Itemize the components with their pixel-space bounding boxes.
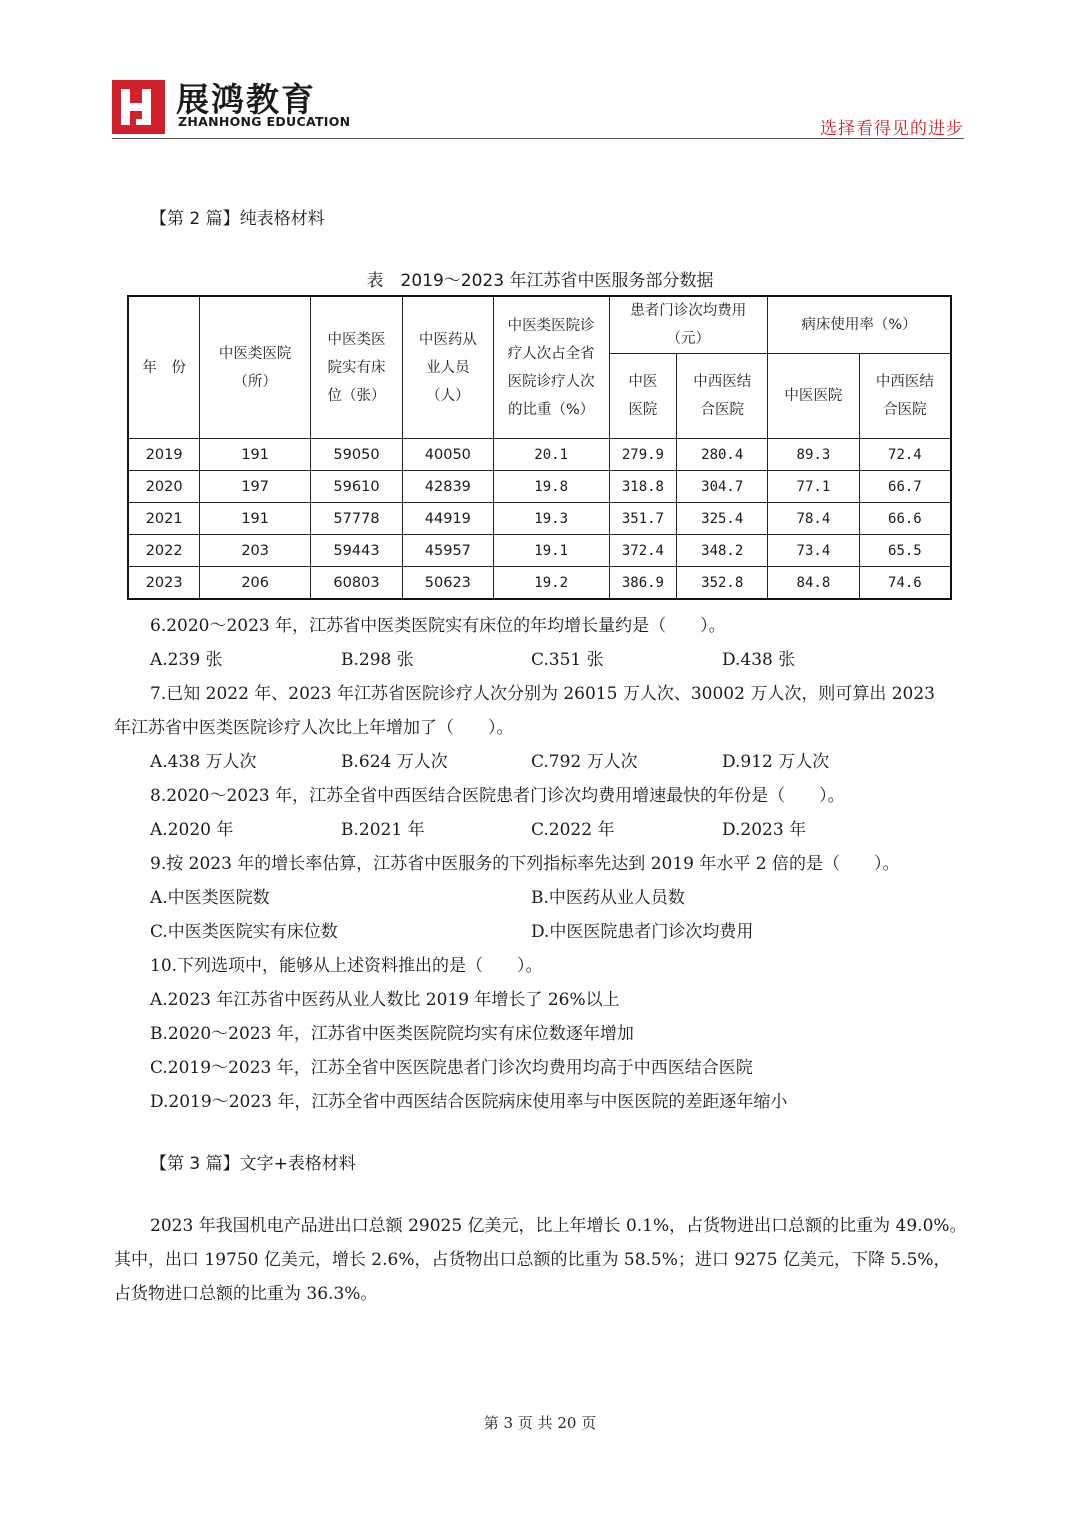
- table-cell: 66.6: [859, 503, 951, 535]
- zhanhong-logo-icon: [112, 80, 165, 134]
- table-cell: 77.1: [768, 471, 860, 503]
- question-8-option-b: B.2021 年: [341, 820, 425, 840]
- question-9-option-d: D.中医医院患者门诊次均费用: [531, 922, 754, 942]
- table-cell: 348.2: [677, 535, 768, 567]
- table-cell: 57778: [311, 503, 403, 535]
- question-6-stem: 6.2020～2023 年，江苏省中医类医院实有床位的年均增长量约是（ ）。: [150, 616, 726, 636]
- question-6-option-d: D.438 张: [722, 650, 796, 670]
- page-header: [112, 76, 964, 138]
- table-cell: 89.3: [768, 439, 860, 471]
- table-cell: 45957: [402, 535, 493, 567]
- table-row: [128, 503, 951, 535]
- table-cell: 197: [200, 471, 311, 503]
- table-cell-year: 2019: [128, 439, 200, 471]
- table-cell: 191: [200, 439, 311, 471]
- table-cell: 19.2: [493, 567, 609, 600]
- table-cell: 352.8: [677, 567, 768, 600]
- table-cell: 325.4: [677, 503, 768, 535]
- table-row: [128, 567, 951, 600]
- question-7-option-a: A.438 万人次: [150, 752, 257, 772]
- table-cell: 59050: [311, 439, 403, 471]
- logo-english-name: ZHANHONG EDUCATION: [178, 114, 351, 129]
- table-cell: 318.8: [609, 471, 677, 503]
- table-cell: 304.7: [677, 471, 768, 503]
- question-10-option-b: B.2020～2023 年，江苏省中医类医院院均实有床位数逐年增加: [150, 1024, 634, 1044]
- header-cost-group: 患者门诊次均费用（元）: [609, 296, 768, 354]
- header-bed-rate-group: 病床使用率（%）: [768, 296, 951, 354]
- table-cell-year: 2020: [128, 471, 200, 503]
- logo-chinese-name: 展鸿教育: [176, 80, 316, 119]
- header-hospitals: 中医类医院（所）: [200, 296, 311, 439]
- question-10-option-c: C.2019～2023 年，江苏全省中医医院患者门诊次均费用均高于中西医结合医院: [150, 1058, 753, 1078]
- table-cell: 42839: [402, 471, 493, 503]
- section-3-paragraph-line2: 其中，出口 19750 亿美元，增长 2.6%，占货物出口总额的比重为 58.5%；进口 9275 亿美元，下降 5.5%，: [114, 1250, 951, 1270]
- header-year: 年 份: [128, 296, 200, 439]
- header-slogan: 选择看得见的进步: [820, 119, 964, 139]
- tcm-data-table: [127, 295, 952, 600]
- question-6-option-b: B.298 张: [341, 650, 414, 670]
- question-7-option-d: D.912 万人次: [722, 752, 830, 772]
- table-cell: 44919: [402, 503, 493, 535]
- table-cell: 72.4: [859, 439, 951, 471]
- header-rate-integrated: 中西医结合医院: [859, 354, 951, 439]
- table-cell: 206: [200, 567, 311, 600]
- table-cell: 279.9: [609, 439, 677, 471]
- section-2-title: 【第 2 篇】纯表格材料: [150, 209, 325, 229]
- table-cell: 351.7: [609, 503, 677, 535]
- table-cell: 191: [200, 503, 311, 535]
- table-cell-year: 2022: [128, 535, 200, 567]
- table-cell: 74.6: [859, 567, 951, 600]
- table-cell: 73.4: [768, 535, 860, 567]
- question-9-option-b: B.中医药从业人员数: [531, 888, 685, 908]
- table-cell: 280.4: [677, 439, 768, 471]
- header-staff: 中医药从业人员（人）: [402, 296, 493, 439]
- table-row: [128, 471, 951, 503]
- table-cell: 78.4: [768, 503, 860, 535]
- header-divider: [112, 138, 964, 139]
- question-10-option-d: D.2019～2023 年，江苏全省中西医结合医院病床使用率与中医医院的差距逐年缩小: [150, 1092, 788, 1112]
- question-7-stem-line2: 年江苏省中医类医院诊疗人次比上年增加了（ ）。: [114, 718, 514, 738]
- table-row: [128, 439, 951, 471]
- table-cell: 60803: [311, 567, 403, 600]
- table-cell: 20.1: [493, 439, 609, 471]
- question-8-option-d: D.2023 年: [722, 820, 807, 840]
- table-cell: 65.5: [859, 535, 951, 567]
- question-7-stem-line1: 7.已知 2022 年、2023 年江苏省医院诊疗人次分别为 26015 万人次、30002 万人次，则可算出 2023: [150, 684, 935, 704]
- table-cell: 386.9: [609, 567, 677, 600]
- question-7-option-c: C.792 万人次: [531, 752, 638, 772]
- question-9-stem: 9.按 2023 年的增长率估算，江苏省中医服务的下列指标率先达到 2019 年水平 2 倍的是（ ）。: [150, 854, 900, 874]
- table-cell: 59610: [311, 471, 403, 503]
- section-3-paragraph-line3: 占货物进口总额的比重为 36.3%。: [114, 1284, 378, 1304]
- question-6-option-c: C.351 张: [531, 650, 604, 670]
- table-caption: 表 2019～2023 年江苏省中医服务部分数据: [366, 271, 714, 291]
- table-cell-year: 2023: [128, 567, 200, 600]
- table-cell: 59443: [311, 535, 403, 567]
- table-cell: 66.7: [859, 471, 951, 503]
- table-cell: 19.8: [493, 471, 609, 503]
- question-7-option-b: B.624 万人次: [341, 752, 448, 772]
- table-cell: 19.3: [493, 503, 609, 535]
- question-8-option-c: C.2022 年: [531, 820, 615, 840]
- question-9-option-c: C.中医类医院实有床位数: [150, 922, 338, 942]
- question-8-option-a: A.2020 年: [150, 820, 234, 840]
- section-3-title: 【第 3 篇】文字+表格材料: [150, 1154, 356, 1174]
- table-row: [128, 535, 951, 567]
- table-cell: 40050: [402, 439, 493, 471]
- question-10-option-a: A.2023 年江苏省中医药从业人数比 2019 年增长了 26%以上: [150, 990, 620, 1010]
- header-rate-tcm: 中医医院: [768, 354, 860, 439]
- header-cost-tcm: 中医医院: [609, 354, 677, 439]
- question-8-stem: 8.2020～2023 年，江苏全省中西医结合医院患者门诊次均费用增速最快的年份是（ ）。: [150, 786, 845, 806]
- table-cell: 84.8: [768, 567, 860, 600]
- table-cell: 19.1: [493, 535, 609, 567]
- table-cell: 203: [200, 535, 311, 567]
- table-cell-year: 2021: [128, 503, 200, 535]
- section-3-paragraph-line1: 2023 年我国机电产品进出口总额 29025 亿美元，比上年增长 0.1%，占货物进出口总额的比重为 49.0%。: [150, 1216, 967, 1236]
- question-9-option-a: A.中医类医院数: [150, 888, 270, 908]
- page-number: 第 3 页 共 20 页: [483, 1414, 597, 1432]
- question-10-stem: 10.下列选项中，能够从上述资料推出的是（ ）。: [150, 956, 543, 976]
- header-beds: 中医类医院实有床位（张）: [311, 296, 403, 439]
- header-cost-integrated: 中西医结合医院: [677, 354, 768, 439]
- table-cell: 372.4: [609, 535, 677, 567]
- table-cell: 50623: [402, 567, 493, 600]
- question-6-option-a: A.239 张: [150, 650, 223, 670]
- header-share: 中医类医院诊疗人次占全省医院诊疗人次的比重（%）: [493, 296, 609, 439]
